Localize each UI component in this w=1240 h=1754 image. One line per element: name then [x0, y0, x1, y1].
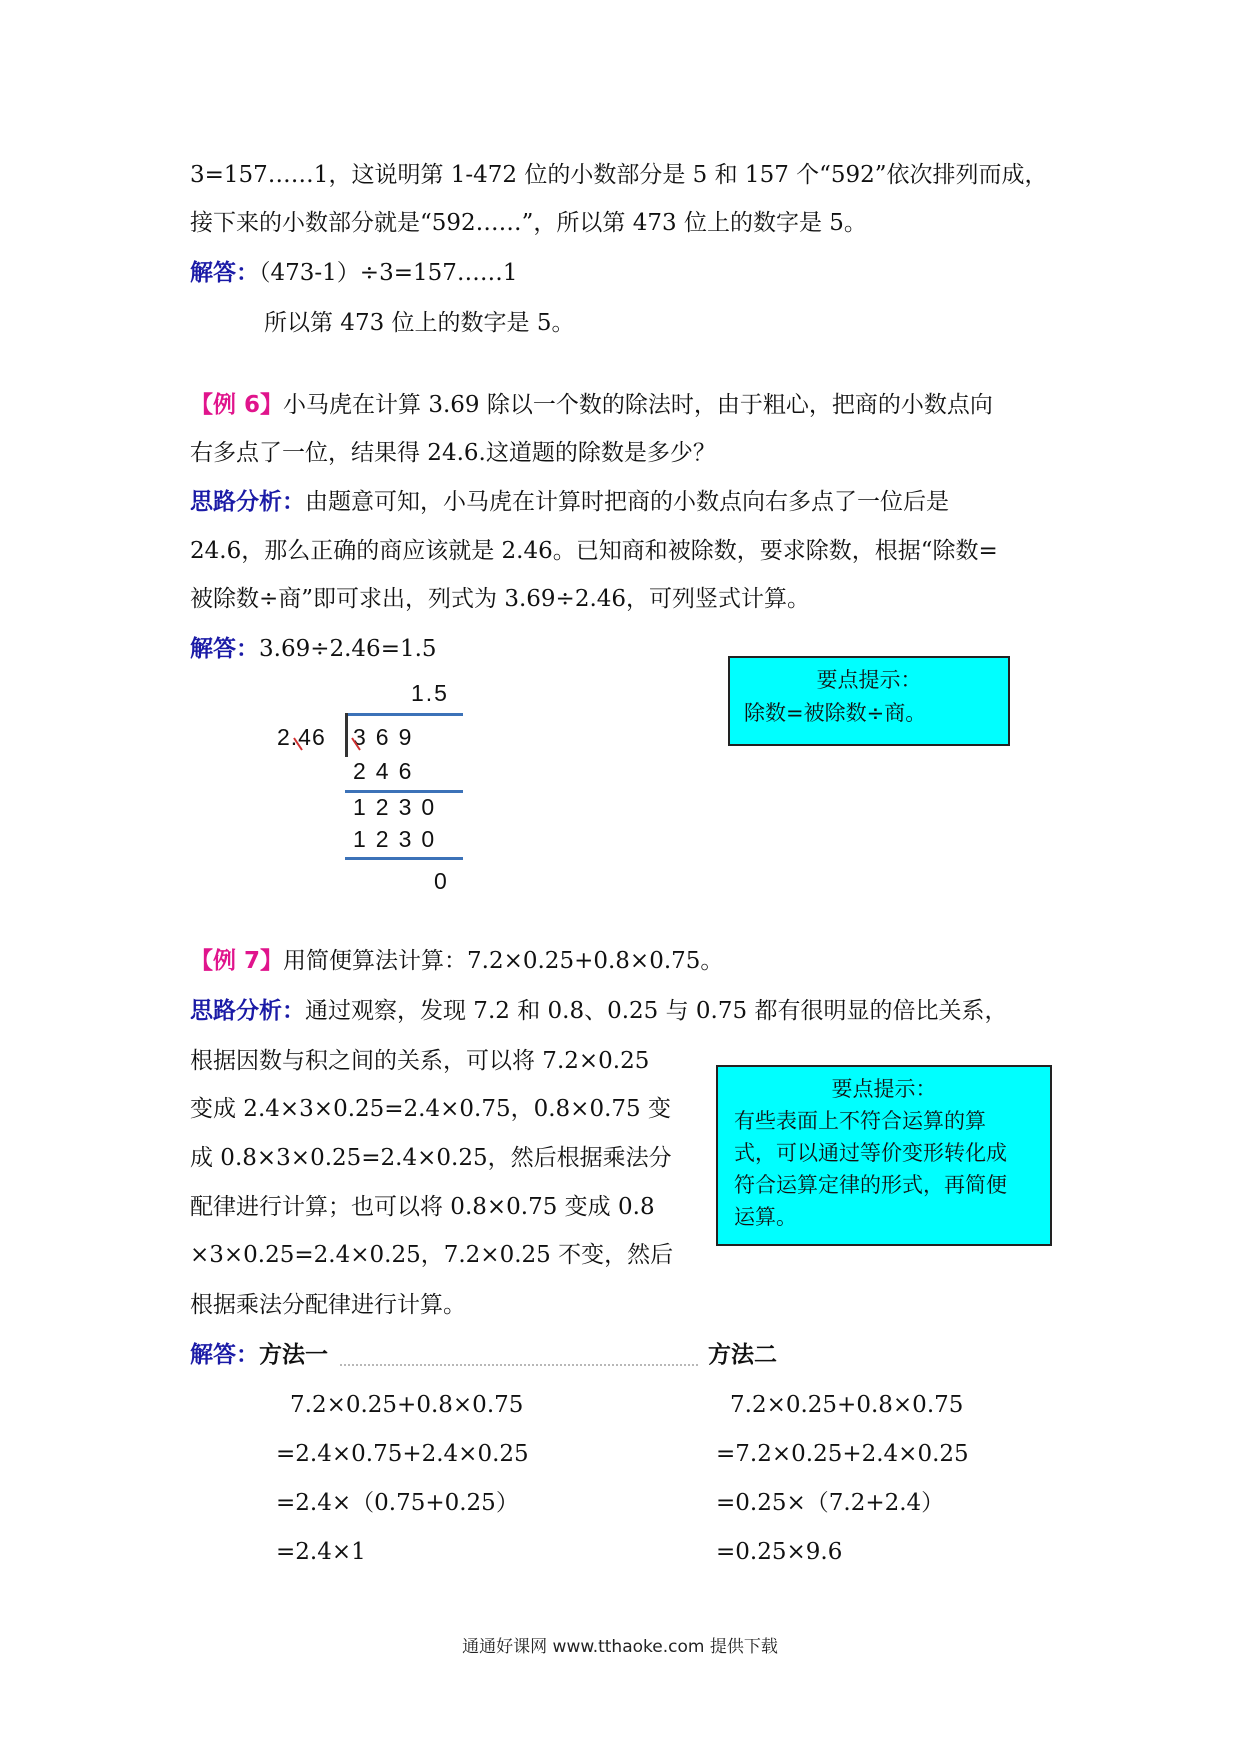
example-6-question [190, 390, 993, 420]
paragraph-line: 根据因数与积之间的关系，可以将 7.2×0.25 [190, 1048, 650, 1074]
method-2-step: 7.2×0.25+0.8×0.75 [730, 1392, 964, 1418]
long-division-quotient: 1.5 [411, 680, 449, 706]
method-1-step: 7.2×0.25+0.8×0.75 [290, 1392, 524, 1418]
answer-label: 解答： [190, 260, 259, 286]
analysis-line [190, 487, 949, 517]
example-7-question [190, 946, 723, 976]
method-1-step: =2.4×（0.75+0.25） [276, 1490, 519, 1516]
paragraph-line: 变成 2.4×3×0.25=2.4×0.75，0.8×0.75 变 [190, 1096, 671, 1122]
paragraph-line: 右多点了一位，结果得 24.6.这道题的除数是多少？ [190, 440, 716, 466]
answer-label: 解答： [190, 636, 259, 662]
dotted-leader [340, 1364, 698, 1366]
division-rule [345, 857, 463, 860]
hint-box [716, 1065, 1052, 1246]
hint-text: 除数=被除数÷商。 [744, 701, 927, 725]
method-2-step: =7.2×0.25+2.4×0.25 [716, 1441, 969, 1467]
paragraph-line: 24.6，那么正确的商应该就是 2.46。已知商和被除数，要求除数，根据“除数= [190, 538, 998, 564]
long-division-row: 246 [353, 758, 422, 784]
long-division-row: 1230 [353, 794, 445, 820]
hint-title: 要点提示： [816, 668, 922, 692]
hint-line: 运算。 [734, 1205, 797, 1229]
question-text: 用简便算法计算：7.2×0.25+0.8×0.75。 [283, 948, 724, 974]
method-1-step: =2.4×0.75+2.4×0.25 [276, 1441, 529, 1467]
answer-line [190, 634, 437, 664]
analysis-text: 通过观察，发现 7.2 和 0.8、0.25 与 0.75 都有很明显的倍比关系， [305, 998, 1008, 1024]
paragraph-line: ×3×0.25=2.4×0.25，7.2×0.25 不变，然后 [190, 1242, 674, 1268]
paragraph-line: 根据乘法分配律进行计算。 [190, 1292, 466, 1318]
long-division-row: 1230 [353, 826, 445, 852]
answer-line [190, 258, 518, 288]
answer-line [190, 1340, 328, 1370]
question-text: 小马虎在计算 3.69 除以一个数的除法时，由于粗心，把商的小数点向 [283, 392, 993, 418]
paragraph-line: 3=157……1，这说明第 1-472 位的小数部分是 5 和 157 个“592”依次排列而成， [190, 162, 1048, 188]
answer-conclusion: 所以第 473 位上的数字是 5。 [264, 310, 575, 336]
method-1-title: 方法一 [259, 1342, 328, 1368]
analysis-text: 由题意可知，小马虎在计算时把商的小数点向右多点了一位后是 [305, 489, 949, 515]
hint-line: 式，可以通过等价变形转化成 [734, 1141, 1007, 1165]
example-6-label: 【例 6】 [190, 392, 284, 418]
hint-title: 要点提示： [831, 1077, 937, 1101]
long-division-divisor: 2.46 [277, 724, 326, 750]
method-2-title: 方法二 [708, 1342, 777, 1368]
hint-box [728, 656, 1010, 746]
page-footer: 通通好课网 www.tthaoke.com 提供下载 [462, 1637, 778, 1657]
paragraph-line: 成 0.8×3×0.25=2.4×0.25，然后根据乘法分 [190, 1145, 672, 1171]
method-1-step: =2.4×1 [276, 1539, 366, 1565]
decimal-shift-marks [290, 728, 370, 758]
analysis-line [190, 996, 1007, 1026]
answer-label: 解答： [190, 1342, 259, 1368]
paragraph-line: 被除数÷商”即可求出，列式为 3.69÷2.46，可列竖式计算。 [190, 586, 811, 612]
hint-line: 有些表面上不符合运算的算 [734, 1109, 986, 1133]
method-2-step: =0.25×（7.2+2.4） [716, 1490, 945, 1516]
division-rule [345, 790, 463, 793]
analysis-label: 思路分析： [190, 489, 305, 515]
answer-expression: 3.69÷2.46=1.5 [259, 636, 437, 662]
analysis-label: 思路分析： [190, 998, 305, 1024]
long-division-remainder: 0 [434, 868, 457, 894]
method-2-step: =0.25×9.6 [716, 1539, 843, 1565]
long-division-dividend: 369 [353, 724, 422, 750]
example-7-label: 【例 7】 [190, 948, 284, 974]
paragraph-line: 接下来的小数部分就是“592……”，所以第 473 位上的数字是 5。 [190, 210, 867, 236]
paragraph-line: 配律进行计算；也可以将 0.8×0.75 变成 0.8 [190, 1194, 655, 1220]
division-bar [345, 713, 463, 716]
answer-expression: （473-1）÷3=157……1 [259, 260, 518, 286]
hint-line: 符合运算定律的形式，再简便 [734, 1173, 1007, 1197]
